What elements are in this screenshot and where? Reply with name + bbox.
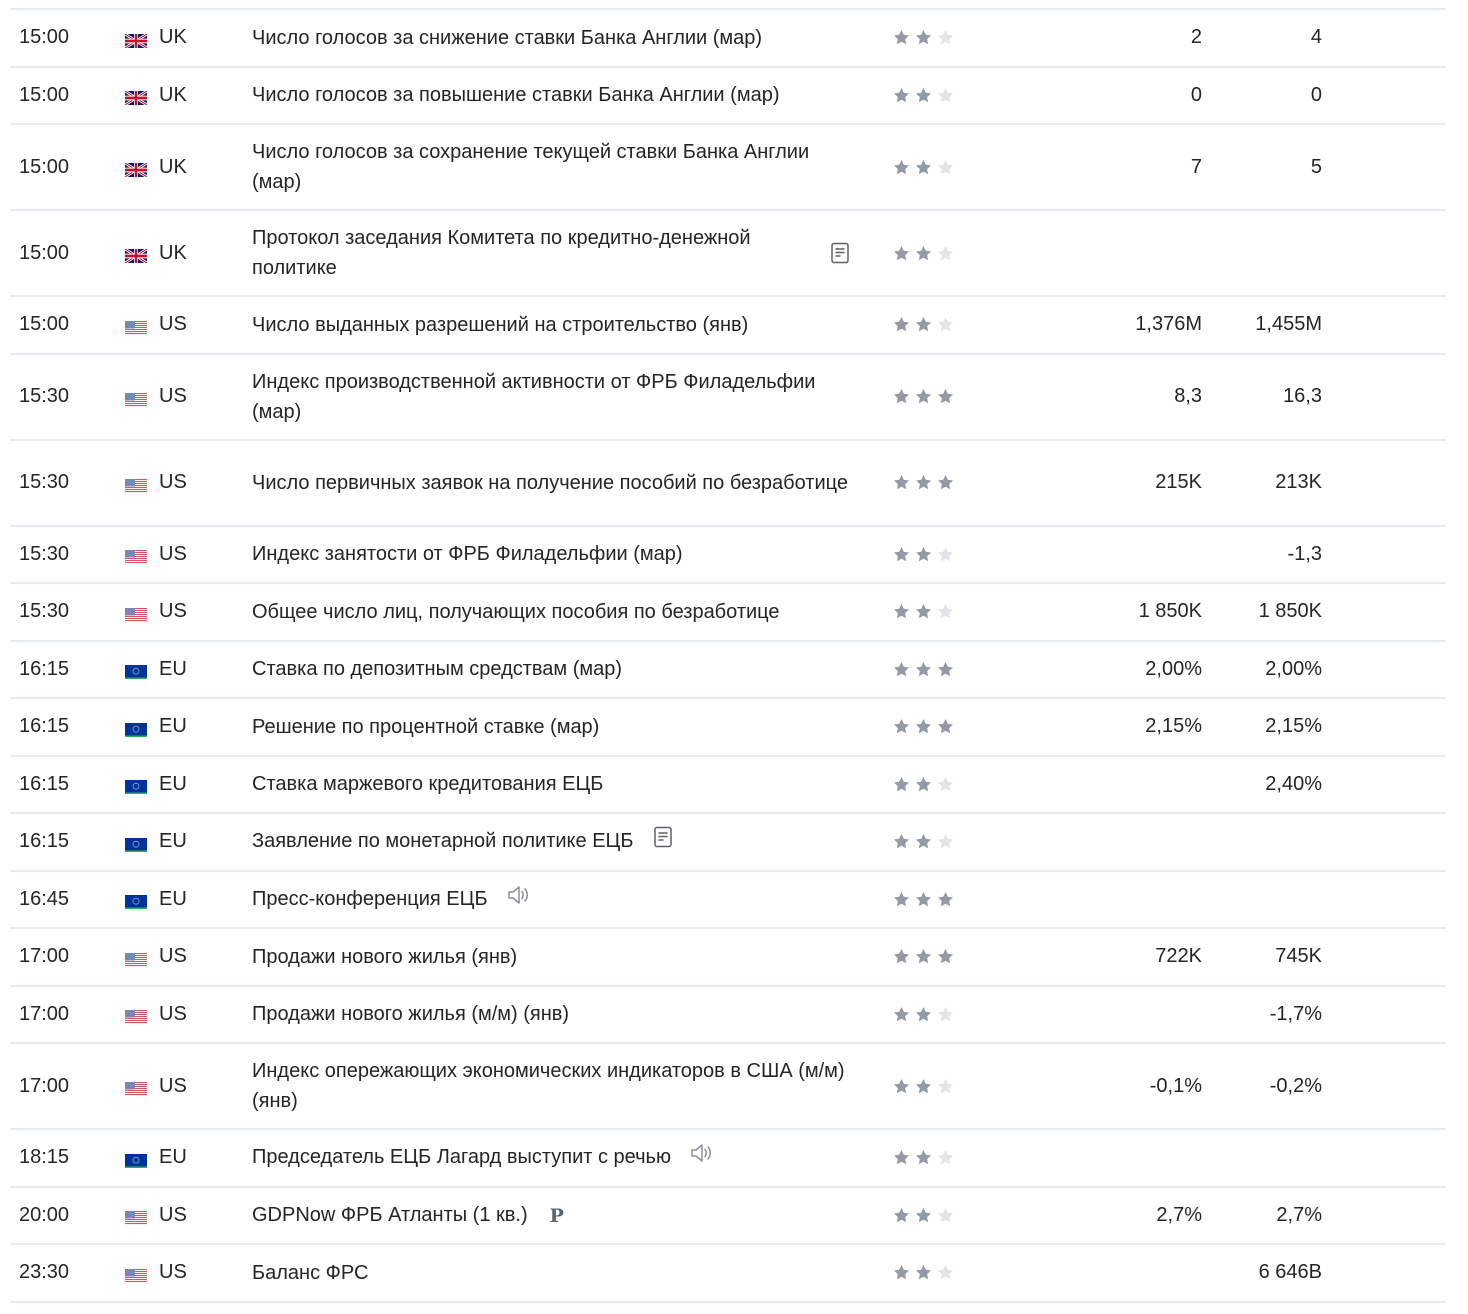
star-filled-icon <box>914 660 933 679</box>
star-filled-icon <box>914 1005 933 1024</box>
event-forecast: 16,3 <box>1283 385 1322 407</box>
star-filled-icon <box>892 28 911 47</box>
event-row[interactable] <box>10 642 1446 700</box>
event-currency: EU <box>159 830 187 853</box>
uk-flag-icon <box>125 31 147 45</box>
star-empty-icon <box>936 1206 955 1225</box>
importance-rating <box>892 929 972 985</box>
event-row[interactable] <box>10 297 1446 355</box>
us-flag-icon <box>125 1208 147 1222</box>
event-name[interactable]: Протокол заседания Комитета по кредитно-денежной политике <box>252 227 751 279</box>
event-row[interactable] <box>10 68 1446 126</box>
star-filled-icon <box>892 1077 911 1096</box>
us-flag-icon <box>125 476 147 490</box>
event-time: 20:00 <box>19 1203 70 1226</box>
importance-rating <box>892 211 972 295</box>
event-cell <box>252 1044 852 1128</box>
star-filled-icon <box>892 1148 911 1167</box>
importance-rating <box>892 987 972 1043</box>
event-cell <box>252 699 852 755</box>
star-filled-icon <box>914 1077 933 1096</box>
event-actual: 7 <box>1190 155 1202 178</box>
star-empty-icon <box>936 86 955 105</box>
event-forecast: 745K <box>1275 945 1322 968</box>
event-cell <box>252 757 852 813</box>
event-currency: US <box>159 1203 187 1226</box>
star-empty-icon <box>936 832 955 851</box>
event-currency: EU <box>159 715 187 738</box>
event-name[interactable]: Председатель ЕЦБ Лагард выступит с речью <box>252 1146 671 1169</box>
importance-rating <box>892 1130 972 1186</box>
event-row[interactable] <box>10 125 1446 211</box>
uk-flag-icon <box>125 160 147 174</box>
event-currency: US <box>159 385 187 407</box>
star-filled-icon <box>936 890 955 909</box>
event-actual <box>1100 527 1202 583</box>
event-time: 15:00 <box>19 26 70 49</box>
event-actual <box>1100 211 1202 295</box>
star-filled-icon <box>892 717 911 736</box>
event-forecast <box>1220 1130 1322 1186</box>
event-cell <box>252 125 852 209</box>
star-filled-icon <box>892 387 911 406</box>
event-currency: US <box>159 313 187 336</box>
event-forecast: -1,3 <box>1287 542 1322 565</box>
event-cell <box>252 1130 852 1186</box>
event-cell <box>252 1245 852 1301</box>
event-actual: 2,15% <box>1145 715 1202 738</box>
eu-flag-icon <box>125 1151 147 1165</box>
event-currency: UK <box>159 83 187 106</box>
star-filled-icon <box>914 890 933 909</box>
event-cell <box>252 1188 852 1244</box>
event-name[interactable]: Индекс производственной активности от ФРБ Филадельфии (мар) <box>252 370 816 423</box>
event-forecast: 6 646B <box>1258 1261 1322 1284</box>
star-filled-icon <box>892 602 911 621</box>
event-cell <box>252 814 852 870</box>
star-filled-icon <box>914 717 933 736</box>
event-time: 23:30 <box>19 1261 70 1284</box>
star-empty-icon <box>936 1148 955 1167</box>
star-empty-icon <box>936 1263 955 1282</box>
preliminary-p-icon: P <box>549 1204 564 1227</box>
star-filled-icon <box>892 1206 911 1225</box>
event-row[interactable] <box>10 757 1446 815</box>
star-filled-icon <box>892 86 911 105</box>
star-filled-icon <box>914 602 933 621</box>
event-name[interactable]: Число первичных заявок на получение пособий по безработице <box>252 471 848 494</box>
event-name[interactable]: GDPNow ФРБ Атланты (1 кв.) <box>252 1203 528 1226</box>
event-forecast: 5 <box>1310 155 1322 178</box>
star-filled-icon <box>892 947 911 966</box>
importance-rating <box>892 1044 972 1128</box>
star-empty-icon <box>936 545 955 564</box>
star-filled-icon <box>914 473 933 492</box>
speaker-icon[interactable] <box>506 883 532 916</box>
event-actual <box>1100 1130 1202 1186</box>
event-currency: US <box>159 471 187 493</box>
event-currency: UK <box>159 241 187 264</box>
event-name[interactable]: Число голосов за сохранение текущей ставки Банка Англии (мар) <box>252 141 810 193</box>
importance-rating <box>892 68 972 124</box>
event-forecast: 1,455M <box>1255 313 1322 336</box>
star-filled-icon <box>914 1263 933 1282</box>
event-forecast: 2,15% <box>1265 715 1322 738</box>
event-cell <box>252 584 852 640</box>
event-actual <box>1100 987 1202 1043</box>
event-time: 15:30 <box>19 385 70 407</box>
importance-rating <box>892 355 972 439</box>
uk-flag-icon <box>125 246 147 260</box>
star-filled-icon <box>892 315 911 334</box>
star-filled-icon <box>936 717 955 736</box>
event-forecast: 2,40% <box>1265 772 1322 795</box>
event-time: 16:45 <box>19 887 70 910</box>
eu-flag-icon <box>125 835 147 849</box>
event-time: 16:15 <box>19 657 70 680</box>
event-currency: EU <box>159 887 187 910</box>
star-filled-icon <box>914 947 933 966</box>
event-time: 15:30 <box>19 600 70 623</box>
event-currency: US <box>159 1261 187 1284</box>
star-filled-icon <box>914 1148 933 1167</box>
event-actual <box>1100 814 1202 870</box>
event-cell <box>252 987 852 1043</box>
event-forecast: -0,2% <box>1269 1074 1322 1097</box>
event-currency: US <box>159 945 187 968</box>
eu-flag-icon <box>125 892 147 906</box>
event-row[interactable] <box>10 211 1446 297</box>
star-filled-icon <box>892 1263 911 1282</box>
importance-rating <box>892 872 972 928</box>
importance-rating <box>892 814 972 870</box>
star-filled-icon <box>892 473 911 492</box>
event-forecast <box>1220 211 1322 295</box>
event-name[interactable]: Продажи нового жилья (янв) <box>252 945 518 968</box>
event-row[interactable] <box>10 1044 1446 1130</box>
event-forecast: -1,7% <box>1269 1002 1322 1025</box>
event-row[interactable] <box>10 987 1446 1045</box>
event-name[interactable]: Число голосов за повышение ставки Банка Англии (мар) <box>252 84 780 107</box>
event-row[interactable] <box>10 1130 1446 1188</box>
event-row[interactable] <box>10 814 1446 872</box>
us-flag-icon <box>125 605 147 619</box>
star-filled-icon <box>914 832 933 851</box>
event-name[interactable]: Индекс занятости от ФРБ Филадельфии (мар) <box>252 543 683 566</box>
event-name[interactable]: Число выданных разрешений на строительство (янв) <box>252 313 749 336</box>
star-filled-icon <box>914 545 933 564</box>
event-time: 15:30 <box>19 471 70 493</box>
event-forecast: 213K <box>1275 471 1322 493</box>
event-currency: UK <box>159 155 187 178</box>
event-name[interactable]: Решение по процентной ставке (мар) <box>252 715 600 738</box>
event-currency: US <box>159 1002 187 1025</box>
event-actual: 2,7% <box>1156 1203 1202 1226</box>
event-name[interactable]: Общее число лиц, получающих пособия по безработице <box>252 600 780 623</box>
event-cell <box>252 527 852 583</box>
event-time: 17:00 <box>19 1002 70 1025</box>
importance-rating <box>892 642 972 698</box>
event-time: 16:15 <box>19 830 70 853</box>
speaker-icon[interactable] <box>689 1141 715 1174</box>
us-flag-icon <box>125 1266 147 1280</box>
event-row[interactable] <box>10 584 1446 642</box>
event-currency: EU <box>159 657 187 680</box>
event-cell <box>252 642 852 698</box>
event-actual: 0 <box>1190 83 1202 106</box>
event-currency: US <box>159 1074 187 1097</box>
event-time: 15:00 <box>19 313 70 336</box>
star-filled-icon <box>914 315 933 334</box>
event-cell <box>252 10 852 66</box>
event-actual: 215K <box>1155 471 1202 493</box>
event-actual: 722K <box>1155 945 1202 968</box>
importance-rating <box>892 1188 972 1244</box>
event-time: 15:00 <box>19 83 70 106</box>
event-currency: UK <box>159 26 187 49</box>
event-time: 18:15 <box>19 1146 70 1169</box>
star-empty-icon <box>936 28 955 47</box>
event-cell <box>252 297 852 353</box>
star-empty-icon <box>936 1005 955 1024</box>
star-empty-icon <box>936 315 955 334</box>
event-name[interactable]: Баланс ФРС <box>252 1261 369 1284</box>
event-row[interactable] <box>10 527 1446 585</box>
us-flag-icon <box>125 1007 147 1021</box>
importance-rating <box>892 527 972 583</box>
event-actual: 2,00% <box>1145 657 1202 680</box>
importance-rating <box>892 699 972 755</box>
importance-rating <box>892 125 972 209</box>
event-row[interactable] <box>10 699 1446 757</box>
us-flag-icon <box>125 547 147 561</box>
event-time: 15:00 <box>19 155 70 178</box>
event-currency: EU <box>159 1146 187 1169</box>
star-filled-icon <box>936 660 955 679</box>
event-time: 16:15 <box>19 772 70 795</box>
eu-flag-icon <box>125 662 147 676</box>
star-empty-icon <box>936 602 955 621</box>
document-icon[interactable] <box>828 241 852 274</box>
event-row[interactable] <box>10 10 1446 68</box>
event-actual: 1 850K <box>1138 600 1202 623</box>
event-row[interactable] <box>10 929 1446 987</box>
star-filled-icon <box>892 832 911 851</box>
event-name[interactable]: Ставка маржевого кредитования ЕЦБ <box>252 773 604 796</box>
star-filled-icon <box>914 387 933 406</box>
event-forecast: 2,00% <box>1265 657 1322 680</box>
event-name[interactable]: Продажи нового жилья (м/м) (янв) <box>252 1003 570 1026</box>
event-actual: 2 <box>1190 26 1202 49</box>
event-time: 17:00 <box>19 945 70 968</box>
star-filled-icon <box>914 775 933 794</box>
star-filled-icon <box>892 1005 911 1024</box>
event-time: 17:00 <box>19 1074 70 1097</box>
star-filled-icon <box>914 1206 933 1225</box>
event-forecast <box>1220 872 1322 928</box>
us-flag-icon <box>125 950 147 964</box>
star-filled-icon <box>936 473 955 492</box>
event-cell <box>252 872 852 928</box>
importance-rating <box>892 297 972 353</box>
star-filled-icon <box>892 244 911 263</box>
event-row[interactable] <box>10 441 1446 527</box>
event-cell <box>252 441 852 525</box>
event-name[interactable]: Ставка по депозитным средствам (мар) <box>252 658 623 681</box>
star-filled-icon <box>892 890 911 909</box>
event-actual: 1,376M <box>1135 313 1202 336</box>
us-flag-icon <box>125 1079 147 1093</box>
event-name[interactable]: Число голосов за снижение ставки Банка Англии (мар) <box>252 26 763 49</box>
event-time: 15:00 <box>19 241 70 264</box>
importance-rating <box>892 441 972 525</box>
star-filled-icon <box>892 158 911 177</box>
event-currency: EU <box>159 772 187 795</box>
event-actual <box>1100 872 1202 928</box>
eu-flag-icon <box>125 720 147 734</box>
star-filled-icon <box>936 387 955 406</box>
event-row[interactable] <box>10 355 1446 441</box>
importance-rating <box>892 584 972 640</box>
star-filled-icon <box>892 775 911 794</box>
event-cell <box>252 68 852 124</box>
event-row[interactable] <box>10 1245 1446 1303</box>
star-empty-icon <box>936 775 955 794</box>
event-currency: US <box>159 542 187 565</box>
event-name[interactable]: Индекс опережающих экономических индикаторов в США (м/м) (янв) <box>252 1060 845 1112</box>
event-forecast <box>1220 814 1322 870</box>
star-filled-icon <box>914 28 933 47</box>
event-forecast: 2,7% <box>1276 1203 1322 1226</box>
importance-rating <box>892 757 972 813</box>
event-row[interactable] <box>10 872 1446 930</box>
event-actual: -0,1% <box>1149 1074 1202 1097</box>
economic-calendar-table <box>10 8 1446 1303</box>
star-empty-icon <box>936 244 955 263</box>
star-empty-icon <box>936 158 955 177</box>
uk-flag-icon <box>125 88 147 102</box>
us-flag-icon <box>125 390 147 404</box>
event-forecast: 1 850K <box>1258 600 1322 623</box>
event-cell <box>252 355 852 439</box>
event-currency: US <box>159 600 187 623</box>
star-filled-icon <box>936 947 955 966</box>
star-filled-icon <box>892 545 911 564</box>
event-forecast: 4 <box>1310 26 1322 49</box>
star-filled-icon <box>914 158 933 177</box>
event-actual <box>1100 1245 1202 1301</box>
star-filled-icon <box>914 86 933 105</box>
eu-flag-icon <box>125 777 147 791</box>
event-actual: 8,3 <box>1174 385 1202 407</box>
event-cell <box>252 929 852 985</box>
event-row[interactable] <box>10 1188 1446 1246</box>
us-flag-icon <box>125 318 147 332</box>
star-filled-icon <box>892 660 911 679</box>
importance-rating <box>892 1245 972 1301</box>
event-forecast: 0 <box>1310 83 1322 106</box>
event-cell <box>252 211 852 295</box>
star-filled-icon <box>914 244 933 263</box>
event-name[interactable]: Заявление по монетарной политике ЕЦБ <box>252 830 634 853</box>
importance-rating <box>892 10 972 66</box>
event-time: 16:15 <box>19 715 70 738</box>
document-icon[interactable] <box>651 825 675 858</box>
event-time: 15:30 <box>19 542 70 565</box>
star-empty-icon <box>936 1077 955 1096</box>
event-name[interactable]: Пресс-конференция ЕЦБ <box>252 887 488 910</box>
event-actual <box>1100 757 1202 813</box>
